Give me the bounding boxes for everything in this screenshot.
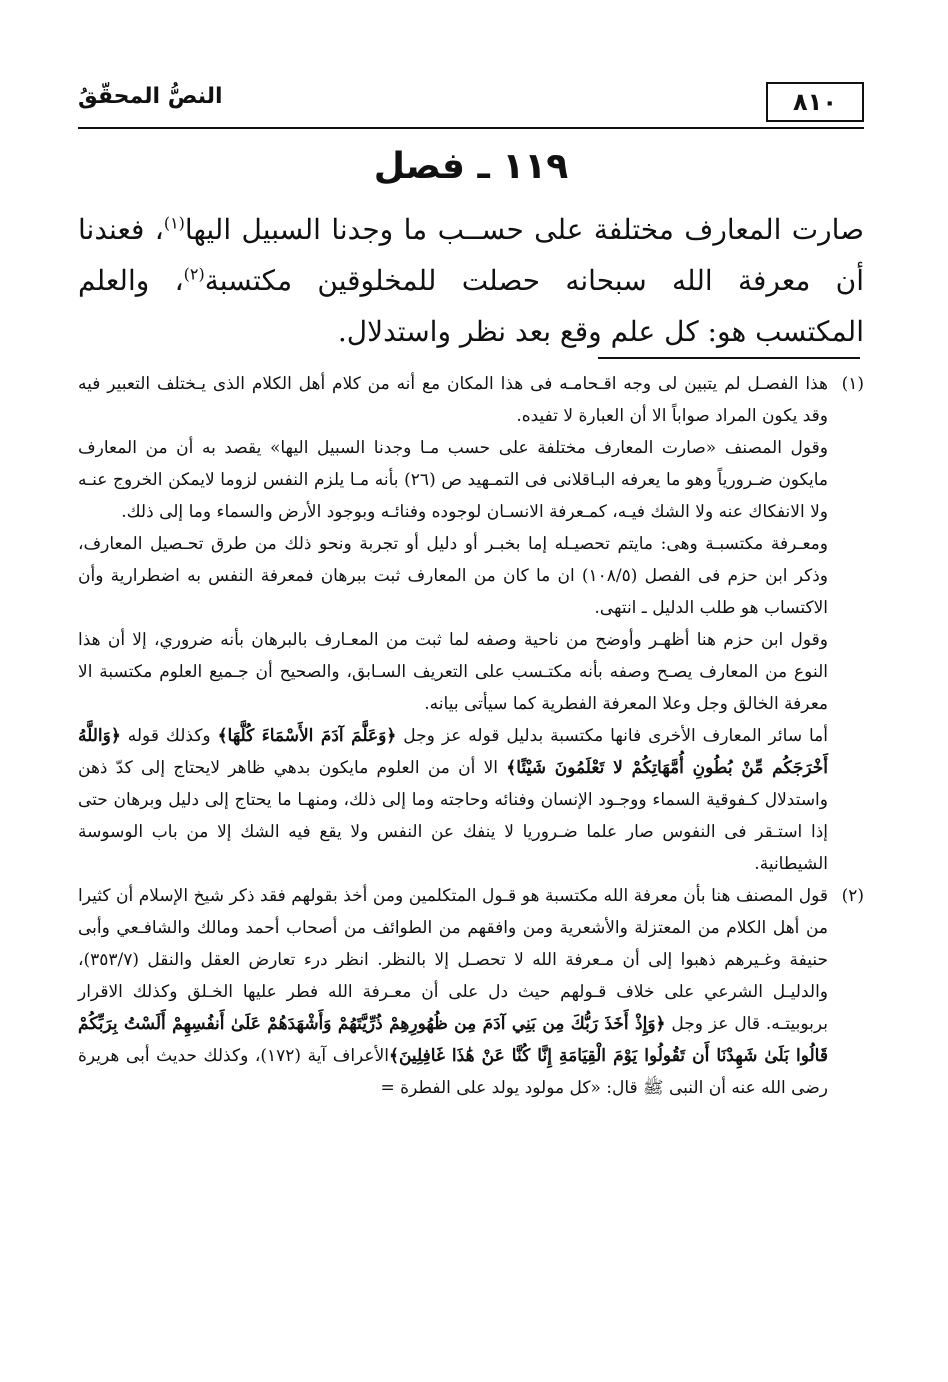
footnote-ref-1: (١) <box>163 213 185 233</box>
main-text-part-2: ، فعندنا أن معرفة الله سبحانه حصلت للمخلوقين مكتسبة <box>78 213 864 297</box>
footnotes <box>78 368 864 1104</box>
page-header <box>78 78 864 124</box>
quran-verse: ﴿وَعَلَّمَ آدَمَ الأَسْمَاءَ كُلَّهَا﴾ <box>217 726 397 746</box>
quran-verse: ﴿وَاللَّهُ أَخْرَجَكُم مِّنْ بُطُونِ أُمَّهَاتِكُمْ لا تَعْلَمُونَ شَيْئًا﴾ <box>78 726 829 778</box>
main-text-part-1: صارت المعارف مختلفة على حســب ما وجدنا السبيل اليها <box>184 213 864 246</box>
chapter-heading: ١١٩ ـ فصل <box>373 146 569 187</box>
footnote-marker: (١) <box>841 374 864 394</box>
running-title: النصُّ المحقّقُ <box>78 84 223 109</box>
footnote-paragraph: وقول ابن حزم هنا أظهـر وأوضح من ناحية وصفه لما ثبت من المعـارف بالبرهان بأنه ضروري، إلا أن هذا النوع من المعارف يصـح وصفه بأنه مكتـسب على التعريف السـابق، والصحيح أن جـميع العلوم مكتسبة الا معرفة الخالق وجل وعلا المعرفة الفطرية كما سيأتى بيانه. <box>78 630 828 714</box>
main-text-part-3: ، والعلم المكتسب هو: كل علم وقع بعد نظر واستدلال. <box>78 264 864 348</box>
footnote-2 <box>78 880 864 1104</box>
main-text <box>78 204 864 357</box>
footnote-paragraph: ومعـرفة مكتسبـة وهى: مايتم تحصيـله إما بخبـر أو دليل أو تجربة ونحو ذلك من طرق تحـصيل المعارف، وذكر ابن حزم فى الفصل (١٠٨/٥) ان ما كان من المعارف ثبت ببرهان فمعرفة النفس به اضطرارية وأن الاكتساب هو طلب الدليل ـ انتهى. <box>78 534 828 618</box>
footnote-paragraph: هذا الفصـل لم يتبين لى وجه اقـحامـه فى هذا المكان مع أنه من كلام أهل الكلام الذى يـختلف التعبير فيه وقد يكون المراد صواباً الا أن العبارة لا تفيده. <box>78 374 828 426</box>
footnote-paragraph <box>78 720 828 880</box>
page-number: ٨١٠ <box>766 82 864 122</box>
footnote-marker: (٢) <box>841 886 864 906</box>
footnote-paragraph: وقول المصنف «صارت المعارف مختلفة على حسب مـا وجدنا السبيل اليها» يقصد به أن من المعارف مايكون ضـرورياً وهو ما يعرفه البـاقلانى فى التمـهيد ص (٢٦) بأنه مـا يلزم النفس لزوما لايمكن الخروج عنـه ولا الانفكاك عنه ولا الشك فيـه، كمـعرفة الانسـان لوجوده وفنائـه وبوجود الأرض والسماء وما إلى ذلك. <box>78 438 828 522</box>
footnote-text: وكذلك قوله <box>127 726 211 746</box>
quran-verse: ﴿وَإِذْ أَخَذَ رَبُّكَ مِن بَنِي آدَمَ مِن ظُهُورِهِمْ ذُرِّيَّتَهُمْ وَأَشْهَدَهُمْ عَلَىٰ أَنفُسِهِمْ أَلَسْتُ بِرَبِّكُمْ قَالُوا بَلَىٰ شَهِدْنَا أَن تَقُولُوا يَوْمَ الْقِيَامَةِ إِنَّا كُنَّا عَنْ هَٰذَا غَافِلِينَ﴾ <box>78 1014 828 1066</box>
footnote-ref-2: (٢) <box>183 264 205 284</box>
footnote-1 <box>78 368 864 880</box>
footnote-text: أما سائر المعارف الأخرى فانها مكتسبة بدليل قوله عز وجل <box>403 726 829 746</box>
header-divider <box>78 127 864 129</box>
footnote-text: الأعراف آية (١٧٢)، وكذلك حديث أبى هريرة رضى الله عنه أن النبى ﷺ قال: «كل مولود يولد على الفطرة = <box>78 1046 828 1098</box>
footnote-paragraph <box>78 880 828 1104</box>
footnote-text: الا أن من العلوم مايكون بدهي ظاهر لايحتاج إلى كدّ ذهن واستدلال كـفوقية السماء ووجـود الإنسان وفنائه وحاجته وما إلى ذلك، ومنهـا ما يحتاج إلى دليل وبرهان حتى إذا استـقر فى النفوس صار علما ضـروريا لا ينفك عن النفس ولا يقع فيه الشك إلا من باب الوسوسة الشيطانية. <box>78 758 828 874</box>
footnote-separator <box>598 357 860 359</box>
footnote-text: قول المصنف هنا بأن معرفة الله مكتسبة هو قـول المتكلمين ومن أخذ بقولهم فقد ذكر شيخ الإسلام أن كثيرا من أهل الكلام من المعتزلة والأشعرية ومن وافقهم من الطوائف من أصحاب أحمد ومالك والشافـعي وأبى حنيفة وغـيرهم ذهبوا إلى أن مـعرفة الله لا تحصـل إلا بالنظر. انظر درء تعارض العقل والنقل (٣٥٣/٧)، والدليـل الشرعي على خلاف قـولهم حيث دل على أن معـرفة الله فطر عليها الخـلق وكذلك الاقرار بربوبيتـه. قال عز وجل <box>78 886 828 1034</box>
